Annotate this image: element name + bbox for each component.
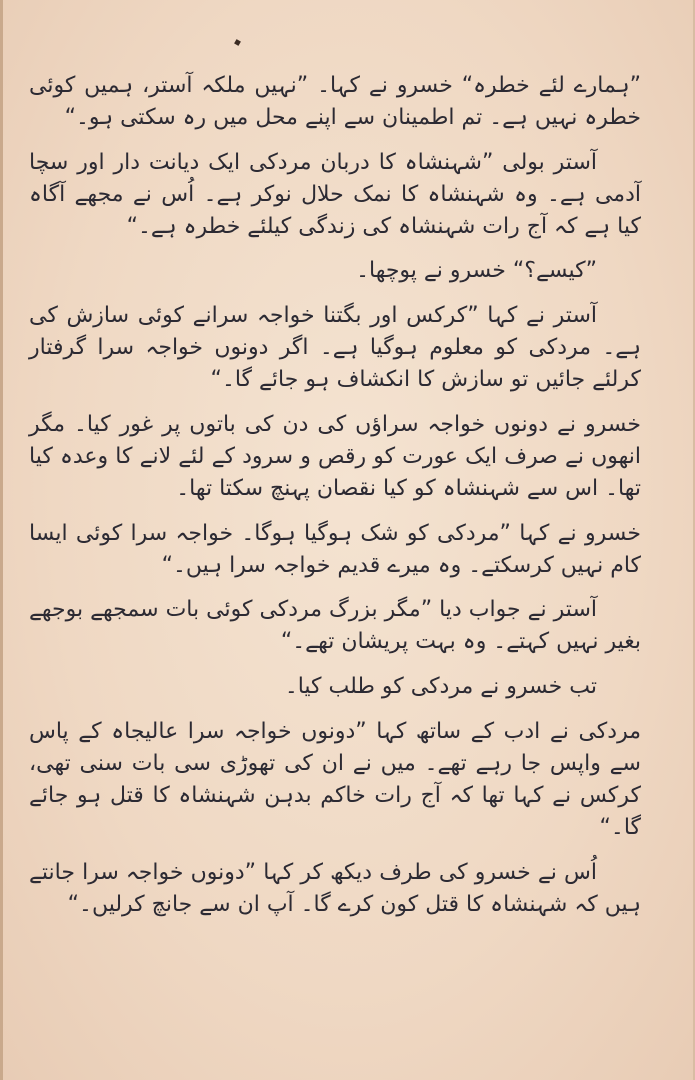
paragraph: مردکی نے ادب کے ساتھ کہا ”دونوں خواجہ سرا عالیجاہ کے پاس سے واپس جا رہے تھے۔ میں نے ان کی تھوڑی سی بات سنی تھی، کرکس نے کہا تھا کہ آج رات خاکم بدہن شہنشاہ کا قتل ہو جائے گا۔“ bbox=[29, 719, 641, 840]
paragraph: خسرو نے دونوں خواجہ سراؤں کی دن کی باتوں پر غور کیا۔ مگر انھوں نے صرف ایک عورت کو رقص و سرود کے لئے لانے کا وعدہ کیا تھا۔ اس سے شہنشاہ کو کیا نقصان پہنچ سکتا تھا۔ bbox=[29, 412, 641, 501]
ink-speck bbox=[234, 39, 241, 46]
paragraph: آستر نے کہا ”کرکس اور بگتنا خواجہ سرانے کوئی سازش کی ہے۔ مردکی کو معلوم ہوگیا ہے۔ اگر دونوں خواجہ سرا گرفتار کرلئے جائیں تو سازش کا انکشاف ہو جائے گا۔“ bbox=[29, 303, 641, 393]
paragraph: ”ہمارے لئے خطرہ“ خسرو نے کہا۔ ”نہیں ملکہ آستر، ہمیں کوئی خطرہ نہیں ہے۔ تم اطمینان سے اپنے محل میں رہ سکتی ہو۔“ bbox=[29, 73, 641, 130]
page-body-text bbox=[29, 70, 641, 920]
paragraph: آستر نے جواب دیا ”مگر بزرگ مردکی کوئی بات سمجھے بوجھے بغیر نہیں کہتے۔ وہ بہت پریشان تھے۔“ bbox=[29, 597, 641, 655]
paragraph: تب خسرو نے مردکی کو طلب کیا۔ bbox=[284, 674, 597, 700]
paragraph: آستر بولی ”شہنشاہ کا دربان مردکی ایک دیانت دار اور سچا آدمی ہے۔ وہ شہنشاہ کا نمک حلال نوکر ہے۔ اُس نے مجھے آگاہ کیا ہے کہ آج رات شہنشاہ کی زندگی کیلئے خطرہ ہے۔“ bbox=[29, 149, 641, 239]
paragraph: ”کیسے؟“ خسرو نے پوچھا۔ bbox=[356, 258, 597, 284]
paragraph: اُس نے خسرو کی طرف دیکھ کر کہا ”دونوں خواجہ سرا جانتے ہیں کہ شہنشاہ کا قتل کون کرے گا۔ آپ ان سے جانچ کرلیں۔“ bbox=[29, 859, 641, 917]
paragraph: خسرو نے کہا ”مردکی کو شک ہوگیا ہوگا۔ خواجہ سرا کوئی ایسا کام نہیں کرسکتے۔ وہ میرے قدیم خواجہ سرا ہیں۔“ bbox=[29, 520, 641, 578]
